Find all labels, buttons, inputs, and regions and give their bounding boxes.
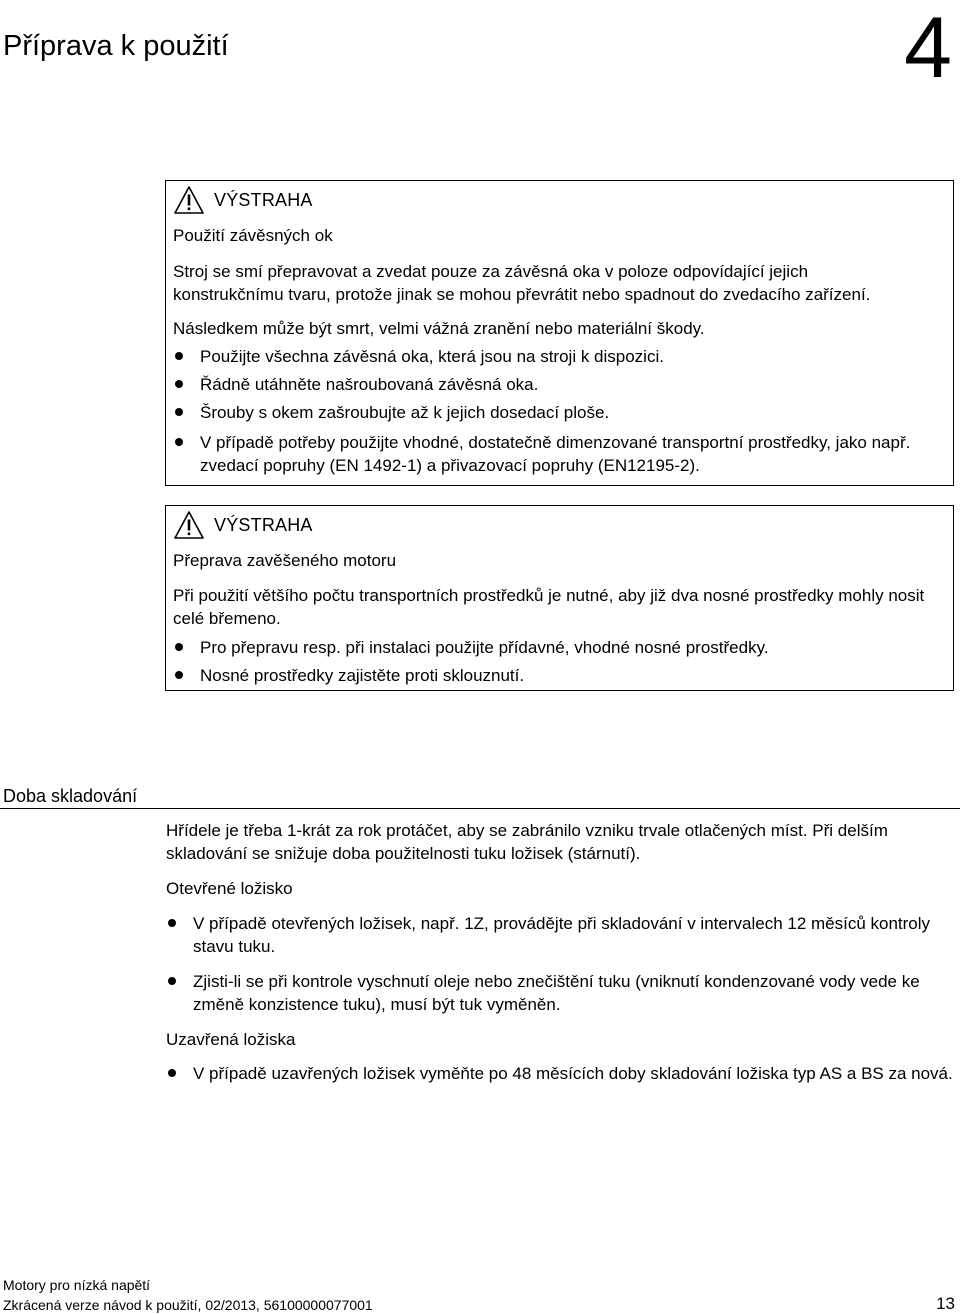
warning-signal-word: VÝSTRAHA	[214, 189, 313, 210]
warning-paragraph: Stroj se smí přepravovat a zvedat pouze za závěsná oka v poloze odpovídající jejich konstrukčnímu tvaru, protože jinak se mohou převrátit nebo spadnout do zvedacího zařízení.	[173, 262, 871, 304]
warning-header	[173, 185, 313, 215]
warning-list-item: Nosné prostředky zajistěte proti sklouznutí.	[173, 664, 943, 687]
warning-subtitle: Přeprava zavěšeného motoru	[173, 551, 397, 570]
section-heading-storage: Doba skladování	[3, 786, 138, 806]
section-rule	[0, 808, 960, 809]
warning-list-item: Šrouby s okem zašroubujte až k jejich dosedací ploše.	[173, 401, 943, 424]
warning-triangle-icon	[173, 510, 205, 540]
warning-list-item: V případě potřeby použijte vhodné, dostatečně dimenzované transportní prostředky, jako např. zvedací popruhy (EN 1492-1) a přivazovací popruhy (EN12195-2).	[173, 431, 951, 477]
footer-product: Motory pro nízká napětí	[3, 1277, 151, 1293]
warning-list-item: Pro přepravu resp. při instalaci použijte přídavné, vhodné nosné prostředky.	[173, 636, 943, 659]
warning-box-lifting-eyes	[165, 180, 954, 486]
subheading-closed-bearings: Uzavřená ložiska	[166, 1030, 296, 1049]
storage-list-item: V případě otevřených ložisek, např. 1Z, provádějte při skladování v intervalech 12 měsíců kontroly stavu tuku.	[166, 912, 956, 958]
chapter-number: 4	[904, 0, 952, 96]
subheading-open-bearing: Otevřené ložisko	[166, 879, 293, 898]
storage-intro: Hřídele je třeba 1-krát za rok protáčet, aby se zabránilo vzniku trvale otlačených míst. Při delším skladování se snižuje doba použitelnosti tuku ložisek (stárnutí).	[166, 821, 888, 863]
warning-box-suspended-motor	[165, 505, 954, 691]
page-number: 13	[936, 1294, 955, 1313]
warning-paragraph: Při použití většího počtu transportních prostředků je nutné, aby již dva nosné prostředky mohly nosit celé břemeno.	[173, 586, 925, 628]
warning-subtitle: Použití závěsných ok	[173, 226, 333, 245]
chapter-title: Příprava k použití	[3, 30, 229, 62]
warning-consequence: Následkem může být smrt, velmi vážná zranění nebo materiální škody.	[173, 319, 705, 338]
footer-document-info: Zkrácená verze návod k použití, 02/2013, 56100000077001	[3, 1297, 373, 1313]
warning-signal-word: VÝSTRAHA	[214, 514, 313, 535]
storage-list-item: Zjisti-li se při kontrole vyschnutí oleje nebo znečištění tuku (vniknutí kondenzované vody vede ke změně konzistence tuku), musí být tuk vyměněn.	[166, 970, 946, 1016]
warning-triangle-icon	[173, 185, 205, 215]
storage-list-item: V případě uzavřených ložisek vyměňte po 48 měsících doby skladování ložiska typ AS a BS za nová.	[166, 1062, 956, 1085]
warning-list-item: Řádně utáhněte našroubovaná závěsná oka.	[173, 373, 943, 396]
warning-header	[173, 510, 313, 540]
warning-list-item: Použijte všechna závěsná oka, která jsou na stroji k dispozici.	[173, 345, 943, 368]
